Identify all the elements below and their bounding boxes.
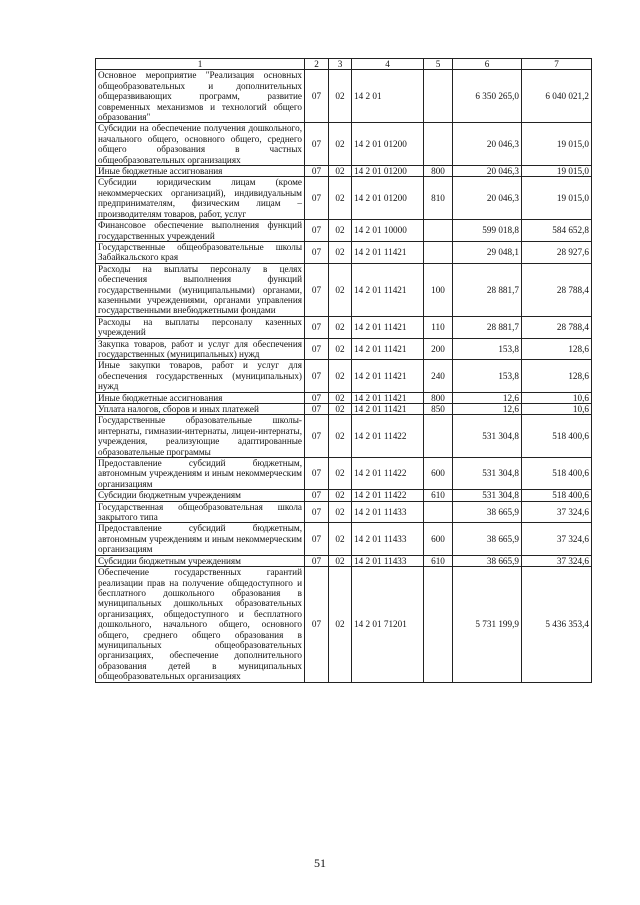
section-code: 07 bbox=[305, 567, 329, 682]
target-article-code: 14 2 01 11421 bbox=[352, 360, 424, 392]
subsection-code: 02 bbox=[329, 241, 352, 263]
amount-column-7: 518 400,6 bbox=[522, 490, 592, 501]
subsection-code: 02 bbox=[329, 220, 352, 242]
column-header-6: 6 bbox=[453, 59, 522, 70]
section-code: 07 bbox=[305, 123, 329, 166]
subsection-code: 02 bbox=[329, 338, 352, 360]
subsection-code: 02 bbox=[329, 177, 352, 220]
table-row bbox=[96, 166, 592, 177]
row-description: Обеспечение государственных гарантий реализации прав на получение общедоступного и бесплатного дошкольного образования в муниципальных дошкольных образовательных организациях, общедоступного и бесплатного дошкольного, начального общего, основного общего, среднего общего образования в муниципальных общеобразовательных организациях, обеспечение дополнительного образования детей в муниципальных общеобразовательных организациях bbox=[96, 567, 305, 682]
row-description: Расходы на выплаты персоналу казенных учреждений bbox=[96, 316, 305, 338]
amount-column-7: 28 788,4 bbox=[522, 316, 592, 338]
column-header-5: 5 bbox=[424, 59, 453, 70]
column-header-1: 1 bbox=[96, 59, 305, 70]
target-article-code: 14 2 01 11433 bbox=[352, 555, 424, 566]
amount-column-7: 518 400,6 bbox=[522, 415, 592, 458]
target-article-code: 14 2 01 11422 bbox=[352, 458, 424, 490]
amount-column-7: 28 788,4 bbox=[522, 263, 592, 316]
amount-column-6: 20 046,3 bbox=[453, 177, 522, 220]
amount-column-7: 128,6 bbox=[522, 338, 592, 360]
subsection-code: 02 bbox=[329, 70, 352, 123]
target-article-code: 14 2 01 11421 bbox=[352, 241, 424, 263]
section-code: 07 bbox=[305, 220, 329, 242]
amount-column-6: 38 665,9 bbox=[453, 555, 522, 566]
row-description: Субсидии на обеспечение получения дошкольного, начального общего, основного общего, среднего общего образования в частных общеобразовательных организациях bbox=[96, 123, 305, 166]
amount-column-7: 37 324,6 bbox=[522, 555, 592, 566]
amount-column-7: 584 652,8 bbox=[522, 220, 592, 242]
amount-column-7: 19 015,0 bbox=[522, 177, 592, 220]
target-article-code: 14 2 01 11421 bbox=[352, 392, 424, 403]
expense-type-code bbox=[424, 220, 453, 242]
table-row bbox=[96, 555, 592, 566]
table-row bbox=[96, 404, 592, 415]
amount-column-6: 28 881,7 bbox=[453, 316, 522, 338]
subsection-code: 02 bbox=[329, 501, 352, 523]
target-article-code: 14 2 01 01200 bbox=[352, 166, 424, 177]
amount-column-7: 37 324,6 bbox=[522, 501, 592, 523]
amount-column-6: 531 304,8 bbox=[453, 415, 522, 458]
expense-type-code bbox=[424, 567, 453, 682]
subsection-code: 02 bbox=[329, 360, 352, 392]
section-code: 07 bbox=[305, 177, 329, 220]
table-row bbox=[96, 338, 592, 360]
amount-column-7: 128,6 bbox=[522, 360, 592, 392]
target-article-code: 14 2 01 01200 bbox=[352, 123, 424, 166]
subsection-code: 02 bbox=[329, 316, 352, 338]
table-row bbox=[96, 490, 592, 501]
amount-column-7: 10,6 bbox=[522, 392, 592, 403]
row-description: Субсидии бюджетным учреждениям bbox=[96, 555, 305, 566]
row-description: Государственная общеобразовательная школа закрытого типа bbox=[96, 501, 305, 523]
row-description: Финансовое обеспечение выполнения функций государственных учреждений bbox=[96, 220, 305, 242]
table-row bbox=[96, 316, 592, 338]
amount-column-7: 5 436 353,4 bbox=[522, 567, 592, 682]
amount-column-7: 19 015,0 bbox=[522, 123, 592, 166]
target-article-code: 14 2 01 11421 bbox=[352, 263, 424, 316]
section-code: 07 bbox=[305, 338, 329, 360]
amount-column-6: 20 046,3 bbox=[453, 123, 522, 166]
target-article-code: 14 2 01 11421 bbox=[352, 316, 424, 338]
row-description: Субсидии бюджетным учреждениям bbox=[96, 490, 305, 501]
amount-column-6: 153,8 bbox=[453, 360, 522, 392]
section-code: 07 bbox=[305, 392, 329, 403]
amount-column-6: 6 350 265,0 bbox=[453, 70, 522, 123]
amount-column-6: 12,6 bbox=[453, 392, 522, 403]
column-header-7: 7 bbox=[522, 59, 592, 70]
amount-column-7: 28 927,6 bbox=[522, 241, 592, 263]
expense-type-code bbox=[424, 241, 453, 263]
section-code: 07 bbox=[305, 501, 329, 523]
table-body bbox=[96, 70, 592, 682]
table-row bbox=[96, 360, 592, 392]
table-row bbox=[96, 415, 592, 458]
section-code: 07 bbox=[305, 415, 329, 458]
row-description: Государственные общеобразовательные школы Забайкальского края bbox=[96, 241, 305, 263]
table-row bbox=[96, 458, 592, 490]
amount-column-7: 37 324,6 bbox=[522, 523, 592, 555]
target-article-code: 14 2 01 11421 bbox=[352, 404, 424, 415]
target-article-code: 14 2 01 11422 bbox=[352, 490, 424, 501]
table-row bbox=[96, 392, 592, 403]
amount-column-7: 19 015,0 bbox=[522, 166, 592, 177]
subsection-code: 02 bbox=[329, 392, 352, 403]
subsection-code: 02 bbox=[329, 415, 352, 458]
amount-column-6: 12,6 bbox=[453, 404, 522, 415]
table-row bbox=[96, 220, 592, 242]
amount-column-6: 5 731 199,9 bbox=[453, 567, 522, 682]
section-code: 07 bbox=[305, 316, 329, 338]
row-description: Субсидии юридическим лицам (кроме некоммерческих организаций), индивидуальным предпринимателям, физическим лицам – производителям товаров, работ, услуг bbox=[96, 177, 305, 220]
table-row bbox=[96, 241, 592, 263]
amount-column-7: 518 400,6 bbox=[522, 458, 592, 490]
amount-column-7: 6 040 021,2 bbox=[522, 70, 592, 123]
budget-table-sheet bbox=[95, 58, 591, 683]
subsection-code: 02 bbox=[329, 555, 352, 566]
expense-type-code bbox=[424, 415, 453, 458]
expense-type-code: 240 bbox=[424, 360, 453, 392]
table-header-row bbox=[96, 59, 592, 70]
expense-type-code: 800 bbox=[424, 392, 453, 403]
target-article-code: 14 2 01 10000 bbox=[352, 220, 424, 242]
subsection-code: 02 bbox=[329, 404, 352, 415]
row-description: Государственные образовательные школы-интернаты, гимназии-интернаты, лицеи-интернаты, учреждения, реализующие адаптированные образовательные программы bbox=[96, 415, 305, 458]
target-article-code: 14 2 01 11422 bbox=[352, 415, 424, 458]
row-description: Основное мероприятие "Реализация основных общеобразовательных и дополнительных общеразвивающих программ, развитие современных механизмов и технологий общего образования" bbox=[96, 70, 305, 123]
table-row bbox=[96, 123, 592, 166]
amount-column-6: 29 048,1 bbox=[453, 241, 522, 263]
subsection-code: 02 bbox=[329, 166, 352, 177]
column-header-3: 3 bbox=[329, 59, 352, 70]
subsection-code: 02 bbox=[329, 263, 352, 316]
subsection-code: 02 bbox=[329, 123, 352, 166]
amount-column-6: 20 046,3 bbox=[453, 166, 522, 177]
amount-column-6: 153,8 bbox=[453, 338, 522, 360]
amount-column-6: 38 665,9 bbox=[453, 501, 522, 523]
row-description: Иные закупки товаров, работ и услуг для обеспечения государственных (муниципальных) нужд bbox=[96, 360, 305, 392]
section-code: 07 bbox=[305, 490, 329, 501]
section-code: 07 bbox=[305, 166, 329, 177]
target-article-code: 14 2 01 11421 bbox=[352, 338, 424, 360]
expense-type-code: 810 bbox=[424, 177, 453, 220]
target-article-code: 14 2 01 01200 bbox=[352, 177, 424, 220]
row-description: Предоставление субсидий бюджетным, автономным учреждениям и иным некоммерческим организациям bbox=[96, 523, 305, 555]
expense-type-code: 100 bbox=[424, 263, 453, 316]
target-article-code: 14 2 01 71201 bbox=[352, 567, 424, 682]
expense-type-code bbox=[424, 123, 453, 166]
expense-type-code: 610 bbox=[424, 490, 453, 501]
expense-type-code bbox=[424, 70, 453, 123]
column-header-2: 2 bbox=[305, 59, 329, 70]
section-code: 07 bbox=[305, 241, 329, 263]
amount-column-6: 599 018,8 bbox=[453, 220, 522, 242]
subsection-code: 02 bbox=[329, 458, 352, 490]
table-row bbox=[96, 263, 592, 316]
row-description: Иные бюджетные ассигнования bbox=[96, 166, 305, 177]
section-code: 07 bbox=[305, 263, 329, 316]
section-code: 07 bbox=[305, 360, 329, 392]
amount-column-7: 10,6 bbox=[522, 404, 592, 415]
row-description: Предоставление субсидий бюджетным, автономным учреждениям и иным некоммерческим организациям bbox=[96, 458, 305, 490]
section-code: 07 bbox=[305, 404, 329, 415]
budget-table bbox=[95, 58, 592, 683]
table-row bbox=[96, 70, 592, 123]
table-row bbox=[96, 523, 592, 555]
expense-type-code: 850 bbox=[424, 404, 453, 415]
subsection-code: 02 bbox=[329, 523, 352, 555]
subsection-code: 02 bbox=[329, 567, 352, 682]
table-row bbox=[96, 177, 592, 220]
row-description: Иные бюджетные ассигнования bbox=[96, 392, 305, 403]
expense-type-code bbox=[424, 501, 453, 523]
amount-column-6: 531 304,8 bbox=[453, 458, 522, 490]
row-description: Уплата налогов, сборов и иных платежей bbox=[96, 404, 305, 415]
expense-type-code: 110 bbox=[424, 316, 453, 338]
amount-column-6: 28 881,7 bbox=[453, 263, 522, 316]
table-row bbox=[96, 501, 592, 523]
section-code: 07 bbox=[305, 523, 329, 555]
row-description: Расходы на выплаты персоналу в целях обеспечения выполнения функций государственными (муниципальными) органами, казенными учреждениями, органами управления государственными внебюджетными фондами bbox=[96, 263, 305, 316]
section-code: 07 bbox=[305, 555, 329, 566]
target-article-code: 14 2 01 11433 bbox=[352, 501, 424, 523]
target-article-code: 14 2 01 bbox=[352, 70, 424, 123]
expense-type-code: 600 bbox=[424, 523, 453, 555]
expense-type-code: 610 bbox=[424, 555, 453, 566]
subsection-code: 02 bbox=[329, 490, 352, 501]
target-article-code: 14 2 01 11433 bbox=[352, 523, 424, 555]
row-description: Закупка товаров, работ и услуг для обеспечения государственных (муниципальных) нужд bbox=[96, 338, 305, 360]
expense-type-code: 800 bbox=[424, 166, 453, 177]
expense-type-code: 200 bbox=[424, 338, 453, 360]
amount-column-6: 531 304,8 bbox=[453, 490, 522, 501]
column-header-4: 4 bbox=[352, 59, 424, 70]
page-number: 51 bbox=[314, 856, 326, 870]
expense-type-code: 600 bbox=[424, 458, 453, 490]
section-code: 07 bbox=[305, 70, 329, 123]
table-row bbox=[96, 567, 592, 682]
amount-column-6: 38 665,9 bbox=[453, 523, 522, 555]
section-code: 07 bbox=[305, 458, 329, 490]
